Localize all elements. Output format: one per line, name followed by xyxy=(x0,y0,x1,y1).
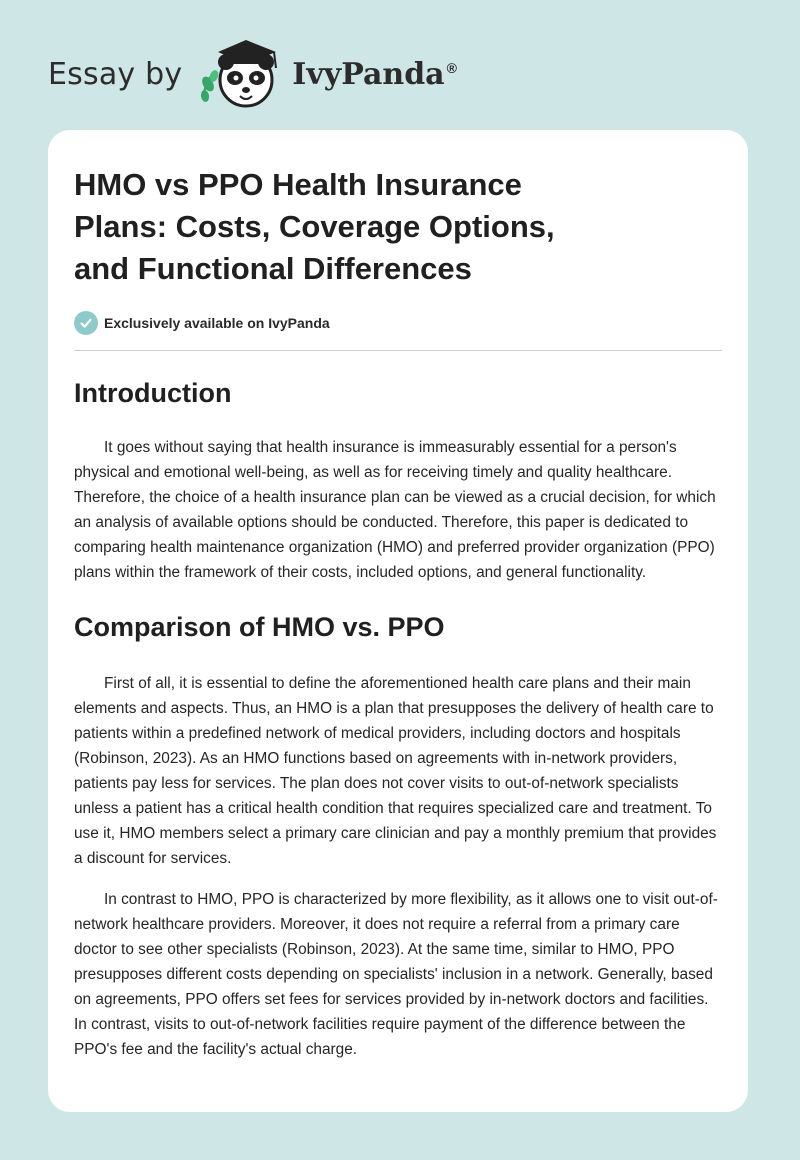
paragraph: It goes without saying that health insurance is immeasurably essential for a person's physical and emotional well-being, as well as for receiving timely and quality healthcare. Therefore, the choice of a health insurance plan can be viewed as a crucial decision, for which an analysis of available options should be conducted. Therefore, this paper is dedicated to comparing health maintenance organization (HMO) and preferred provider organization (PPO) plans within the framework of their costs, included options, and general functionality. xyxy=(74,439,716,581)
site-header xyxy=(48,34,457,114)
essay-card xyxy=(48,130,748,1112)
paragraph: First of all, it is essential to define the aforementioned health care plans and their main elements and aspects. Thus, an HMO is a plan that presupposes the delivery of health care to patients within a predefined network of medical providers, including doctors and hospitals (Robinson, 2023). As an HMO functions based on agreements with in-network providers, patients pay less for services. The plan does not cover visits to out-of-network specialists unless a patient has a critical health condition that requires specialized care and treatment. To use it, HMO members select a primary care clinician and pay a monthly premium that provides a discount for services. xyxy=(74,675,717,867)
section-heading-introduction: Introduction xyxy=(74,378,232,408)
check-circle-icon xyxy=(74,311,98,335)
section-heading-comparison: Comparison of HMO vs. PPO xyxy=(74,612,445,642)
registered-mark: ® xyxy=(446,59,457,76)
panda-logo-icon[interactable] xyxy=(196,34,288,114)
exclusive-label: Exclusively available on IvyPanda xyxy=(104,315,330,331)
essay-title: HMO vs PPO Health Insurance Plans: Costs, Coverage Options, and Functional Differences xyxy=(74,167,555,286)
essay-by-label: Essay by xyxy=(48,56,183,92)
title-divider xyxy=(74,350,722,351)
brand-name[interactable]: IvyPanda ® xyxy=(292,56,457,92)
paragraph: In contrast to HMO, PPO is characterized by more flexibility, as it allows one to visit out-of-network healthcare providers. Moreover, it does not require a referral from a primary care doctor to see other specialists (Robinson, 2023). At the same time, similar to HMO, PPO presupposes different costs depending on specialists' inclusion in a network. Generally, based on agreements, PPO offers set fees for services provided by in-network doctors and facilities. In contrast, visits to out-of-network facilities require payment of the difference between the PPO's fee and the facility's actual charge. xyxy=(74,891,718,1058)
exclusive-badge xyxy=(74,310,722,336)
